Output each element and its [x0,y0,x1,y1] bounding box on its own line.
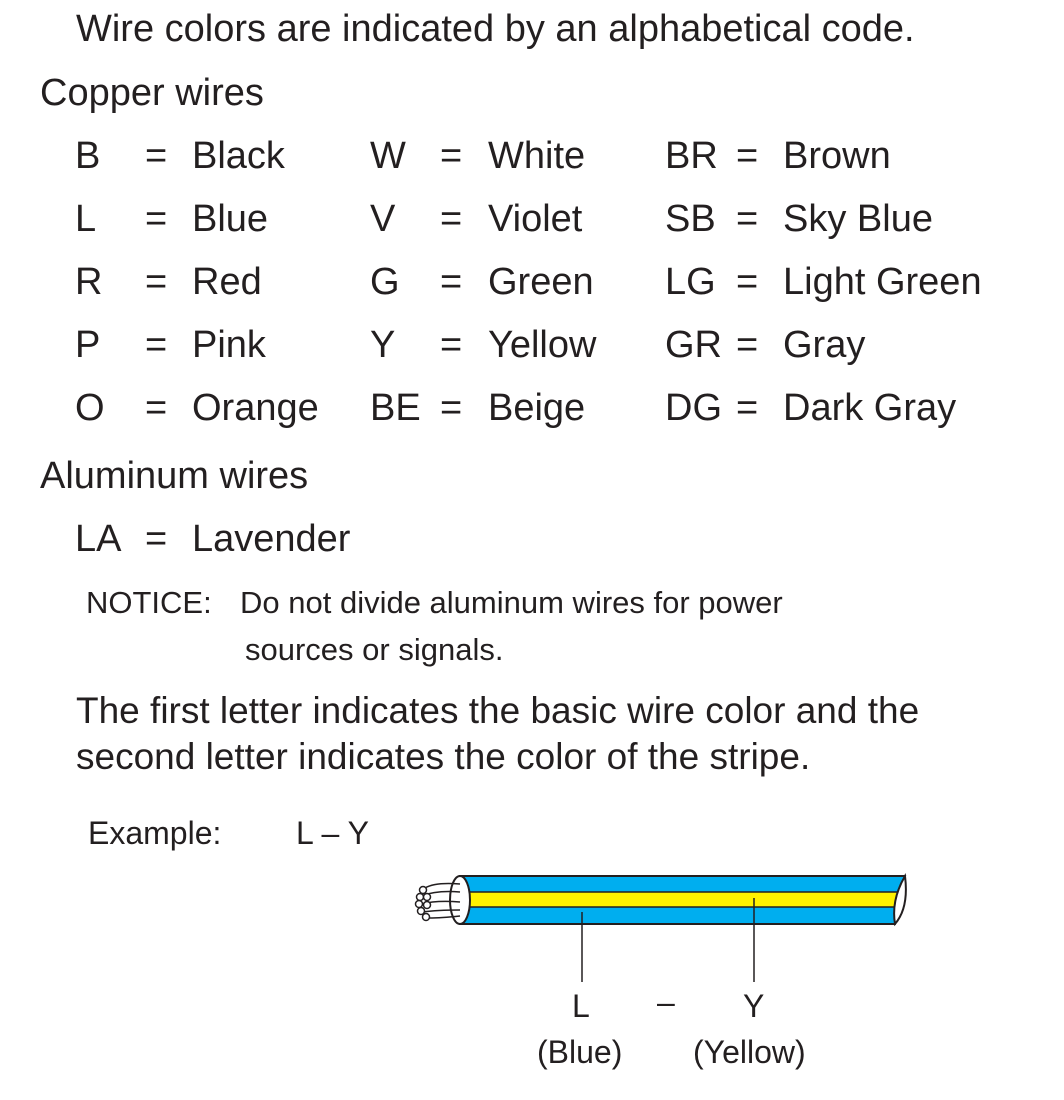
stripe-color-name: (Yellow) [693,1034,806,1070]
wire-illustration [405,860,925,990]
wire-color-name: Black [192,135,285,177]
equals-sign: = [736,135,759,177]
wire-color-name: Violet [488,198,583,240]
equals-sign: = [736,324,759,366]
wire-code: SB [665,198,716,240]
wire-color-name: Sky Blue [783,198,933,240]
equals-sign: = [440,198,463,240]
wire-code: W [370,135,406,177]
explanation-line-2: second letter indicates the color of the stripe. [76,736,811,777]
aluminum-code: LA [75,518,122,560]
copper-heading: Copper wires [40,72,264,114]
wire-code: O [75,387,105,429]
wire-code: R [75,261,103,303]
copper-code-row [0,198,1064,248]
wire-color-name: Light Green [783,261,982,303]
equals-sign: = [736,198,759,240]
notice-line-2: sources or signals. [245,632,504,667]
copper-code-row [0,261,1064,311]
base-letter: L [572,988,590,1024]
wire-color-name: Orange [192,387,319,429]
wire-color-name: White [488,135,586,177]
wire-code: L [75,198,97,240]
wire-code: Y [370,324,396,366]
wire-stripe [463,892,900,907]
equals-sign: = [145,324,168,366]
aluminum-color: Lavender [192,518,351,560]
wire-color-name: Gray [783,324,866,366]
wire-color-name: Yellow [488,324,597,366]
wire-code: P [75,324,101,366]
equals-sign: = [440,324,463,366]
code-dash: – [657,984,675,1020]
base-color-name: (Blue) [537,1034,623,1070]
wire-code: DG [665,387,722,429]
wire-color-name: Beige [488,387,586,429]
example-label: Example: [88,815,222,851]
aluminum-equals: = [145,518,168,560]
wire-code: G [370,261,400,303]
wire-code: B [75,135,101,177]
equals-sign: = [440,387,463,429]
wire-color-name: Dark Gray [783,387,957,429]
copper-code-row [0,324,1064,374]
copper-code-row [0,387,1064,437]
notice-line-1: Do not divide aluminum wires for power [240,585,783,620]
wire-color-name: Pink [192,324,266,366]
stripe-letter: Y [743,988,765,1024]
wire-color-name: Brown [783,135,891,177]
wire-code: BR [665,135,718,177]
equals-sign: = [736,261,759,303]
wire-code: BE [370,387,421,429]
wire-code: GR [665,324,722,366]
equals-sign: = [145,135,168,177]
intro-text: Wire colors are indicated by an alphabetical code. [76,8,915,50]
wire-code: V [370,198,396,240]
equals-sign: = [440,135,463,177]
equals-sign: = [736,387,759,429]
example-code: L – Y [296,815,369,851]
aluminum-heading: Aluminum wires [40,455,309,497]
wire-color-name: Blue [192,198,269,240]
aluminum-code-row [0,518,1064,568]
copper-code-row [0,135,1064,185]
wire-code: LG [665,261,716,303]
explanation-line-1: The first letter indicates the basic wire color and the [76,690,920,731]
equals-sign: = [440,261,463,303]
wire-color-name: Red [192,261,262,303]
equals-sign: = [145,261,168,303]
equals-sign: = [145,387,168,429]
wire-color-name: Green [488,261,594,303]
equals-sign: = [145,198,168,240]
notice-label: NOTICE: [86,585,212,620]
